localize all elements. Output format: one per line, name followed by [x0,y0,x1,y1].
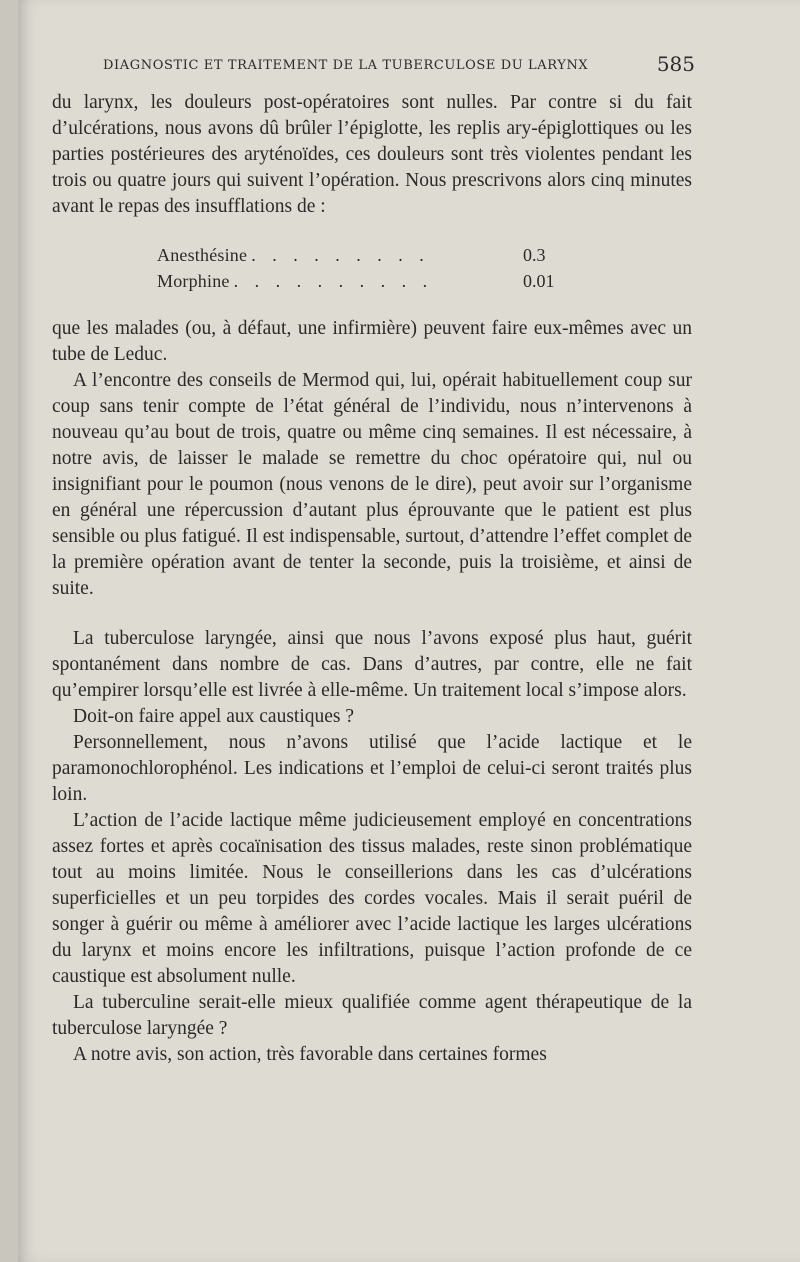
paragraph: La tuberculose laryngée, ainsi que nous l’avons exposé plus haut, guérit spontanément dans nombre de cas. Dans d’autres, par contre, elle ne fait qu’empirer lorsqu’elle est livrée à elle-même. Un traitement local s’impose alors. [52,628,692,701]
formula-row [157,242,577,268]
formula-ingredient: Anesthésine [157,245,248,265]
prescription-formula [157,242,577,294]
body-text [52,90,692,1068]
paragraph: Doit-on faire appel aux caustiques ? [73,706,355,727]
formula-row [157,268,577,294]
paragraph: La tuberculine serait-elle mieux qualifiée comme agent thérapeutique de la tuberculose laryngée ? [52,992,692,1039]
section-break [52,602,692,626]
paragraph: du larynx, les douleurs post-opératoires sont nulles. Par contre si du fait d’ulcérations, nous avons dû brûler l’épiglotte, les replis ary-épiglottiques ou les parties postérieures des aryténoïdes, ces douleurs sont très violentes pendant les trois ou quatre jours qui suivent l’opération. Nous prescrivons alors cinq minutes avant le repas des insufflations de : [52,92,692,217]
formula-leader: . . . . . . . . . [251,245,430,265]
formula-dose: 0.3 [523,245,546,265]
formula-dose: 0.01 [523,271,555,291]
paragraph: L’action de l’acide lactique même judicieusement employé en concentrations assez fortes et après cocaïnisation des tissus malades, reste sinon problématique tout au moins limitée. Nous le conseillerions dans les cas d’ulcérations superficielles et un peu torpides des cordes vocales. Mais il serait puéril de songer à guérir ou même à améliorer avec l’acide lactique les larges ulcérations du larynx et moins encore les infiltrations, puisque l’action profonde de ce caustique est absolument nulle. [52,810,692,987]
paragraph: Personnellement, nous n’avons utilisé que l’acide lactique et le paramonochlorophénol. Les indications et l’emploi de celui-ci seront traités plus loin. [52,732,692,805]
page-number: 585 [656,52,695,76]
formula-leader: . . . . . . . . . . [233,271,434,291]
book-page [18,0,800,1262]
paragraph: que les malades (ou, à défaut, une infirmière) peuvent faire eux-mêmes avec un tube de Leduc. [52,318,692,365]
paragraph: A l’encontre des conseils de Mermod qui, lui, opérait habituellement coup sur coup sans tenir compte de l’état général de l’individu, nous n’intervenons à nouveau qu’au bout de trois, quatre ou même cinq semaines. Il est nécessaire, à notre avis, de laisser le malade se remettre du choc opératoire qui, nul ou insignifiant pour le poumon (nous venons de le dire), peut avoir sur l’organisme en général une répercussion d’autant plus éprouvante que le patient est plus sensible ou plus fatigué. Il est indispensable, surtout, d’attendre l’effet complet de la première opération avant de tenter la seconde, puis la troisième, et ainsi de suite. [52,370,692,599]
formula-ingredient: Morphine [157,271,230,291]
running-title: DIAGNOSTIC ET TRAITEMENT DE LA TUBERCULOSE DU LARYNX [103,58,589,73]
paragraph: A notre avis, son action, très favorable dans certaines formes [73,1044,547,1065]
